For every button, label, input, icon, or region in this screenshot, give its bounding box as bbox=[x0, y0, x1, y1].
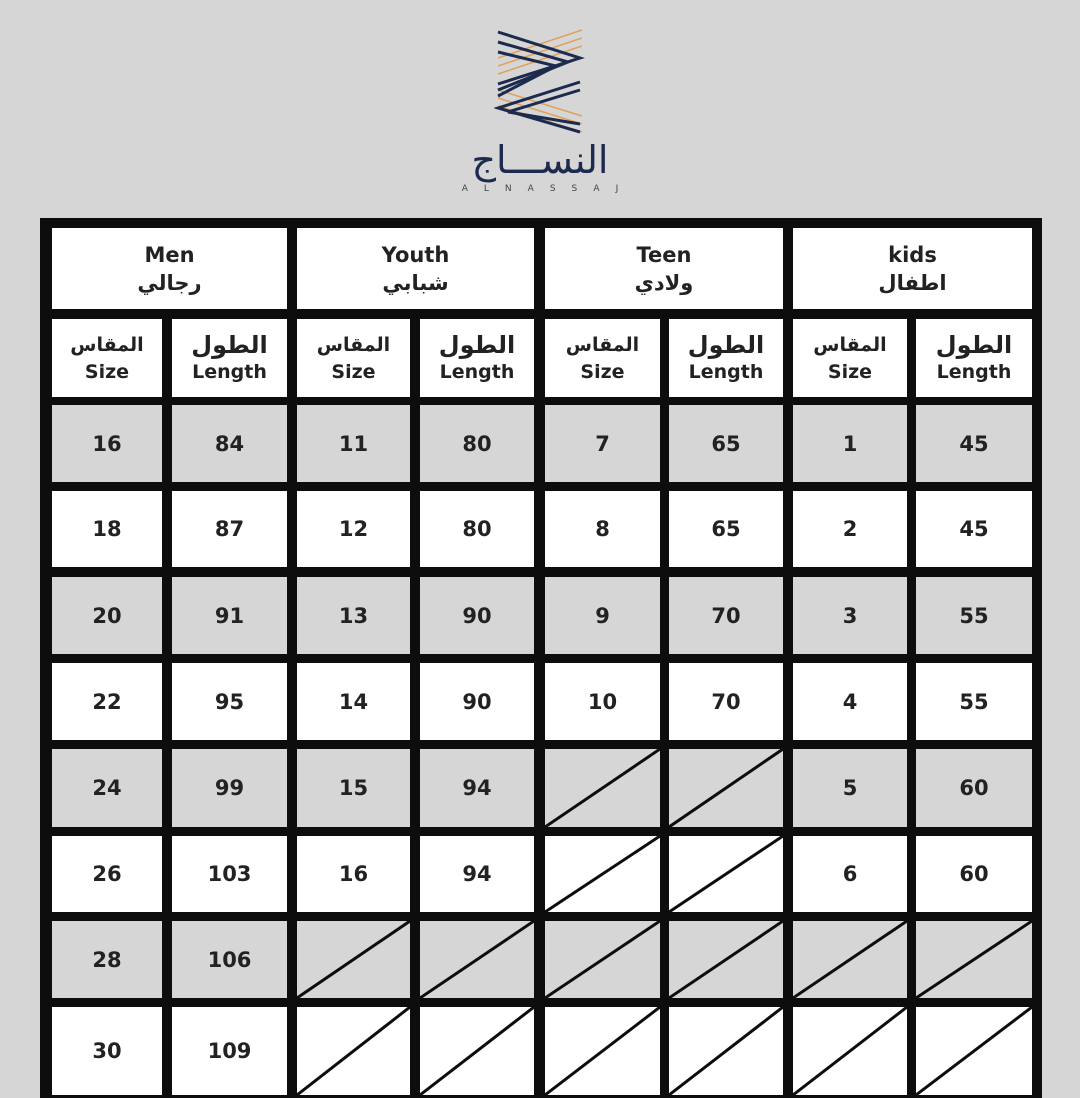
size-value: 16 bbox=[338, 862, 369, 886]
table-cell bbox=[297, 405, 410, 482]
empty-cell bbox=[545, 836, 660, 912]
length-label-en: Length bbox=[688, 361, 764, 383]
table-cell bbox=[52, 1007, 162, 1095]
length-value: 65 bbox=[711, 431, 741, 456]
size-label-ar: المقاس bbox=[565, 334, 640, 356]
table-cell bbox=[793, 836, 907, 912]
length-value: 94 bbox=[462, 862, 492, 886]
size-header bbox=[52, 319, 162, 397]
size-value: 16 bbox=[92, 431, 122, 456]
size-value: 24 bbox=[92, 776, 122, 800]
table-cell bbox=[793, 405, 907, 482]
size-value: 13 bbox=[338, 603, 369, 628]
table-cell bbox=[297, 749, 410, 827]
group-name-en: Teen bbox=[636, 242, 692, 267]
table-cell bbox=[172, 836, 287, 912]
group-name-en: Youth bbox=[381, 242, 450, 267]
diagonal-slash-icon bbox=[545, 836, 660, 912]
table-cell bbox=[545, 663, 660, 740]
empty-cell bbox=[297, 921, 410, 998]
size-value: 30 bbox=[92, 1039, 122, 1063]
size-value: 14 bbox=[338, 689, 369, 714]
diagonal-slash-icon bbox=[669, 921, 783, 998]
length-label-ar: الطول bbox=[438, 331, 516, 359]
diagonal-slash-icon bbox=[545, 749, 660, 827]
table-cell bbox=[172, 1007, 287, 1095]
table-cell bbox=[297, 663, 410, 740]
table-cell bbox=[916, 405, 1032, 482]
empty-cell bbox=[916, 921, 1032, 998]
length-value: 55 bbox=[959, 689, 989, 714]
empty-cell bbox=[916, 1007, 1032, 1095]
empty-cell bbox=[420, 1007, 534, 1095]
table-cell bbox=[52, 405, 162, 482]
size-value: 15 bbox=[338, 776, 369, 800]
length-value: 70 bbox=[711, 689, 741, 714]
table-cell bbox=[172, 491, 287, 567]
table-cell bbox=[793, 663, 907, 740]
size-label-en: Size bbox=[827, 361, 873, 383]
diagonal-slash-icon bbox=[420, 1007, 534, 1095]
length-label-en: Length bbox=[192, 361, 267, 383]
length-value: 60 bbox=[959, 776, 989, 800]
empty-cell bbox=[669, 749, 783, 827]
table-cell bbox=[172, 405, 287, 482]
length-label-ar: الطول bbox=[191, 331, 268, 359]
group-name-ar: ولادي bbox=[634, 270, 694, 295]
length-value: 94 bbox=[462, 776, 492, 800]
diagonal-slash-icon bbox=[793, 1007, 907, 1095]
table-cell bbox=[172, 577, 287, 654]
table-cell bbox=[52, 491, 162, 567]
table-cell bbox=[172, 921, 287, 998]
size-value: 3 bbox=[842, 603, 858, 628]
table-cell bbox=[793, 491, 907, 567]
size-value: 11 bbox=[338, 431, 369, 456]
diagonal-slash-icon bbox=[793, 921, 907, 998]
size-chart-table bbox=[40, 218, 1042, 1098]
size-header bbox=[297, 319, 410, 397]
length-label-en: Length bbox=[439, 361, 515, 383]
table-cell bbox=[52, 749, 162, 827]
group-header-men bbox=[52, 228, 287, 309]
table-cell bbox=[297, 836, 410, 912]
diagonal-slash-icon bbox=[916, 1007, 1032, 1095]
length-header bbox=[420, 319, 534, 397]
table-cell bbox=[420, 836, 534, 912]
table-cell bbox=[669, 663, 783, 740]
size-label-ar: المقاس bbox=[813, 334, 887, 356]
length-value: 45 bbox=[959, 517, 989, 541]
table-cell bbox=[52, 921, 162, 998]
size-label-en: Size bbox=[331, 361, 376, 383]
group-name-ar: رجالي bbox=[137, 270, 202, 295]
length-label-en: Length bbox=[936, 361, 1012, 383]
brand-arabic-name: النســـاج bbox=[471, 138, 609, 182]
table-cell bbox=[52, 836, 162, 912]
diagonal-slash-icon bbox=[545, 921, 660, 998]
diagonal-slash-icon bbox=[916, 921, 1032, 998]
group-name-en: Men bbox=[144, 242, 195, 267]
empty-cell bbox=[669, 836, 783, 912]
length-value: 60 bbox=[959, 862, 989, 886]
table-cell bbox=[916, 577, 1032, 654]
table-cell bbox=[669, 577, 783, 654]
table-cell bbox=[916, 491, 1032, 567]
size-value: 28 bbox=[92, 947, 122, 972]
table-cell bbox=[916, 836, 1032, 912]
length-header bbox=[669, 319, 783, 397]
table-cell bbox=[297, 577, 410, 654]
empty-cell bbox=[420, 921, 534, 998]
group-name-ar: شبابي bbox=[382, 270, 449, 295]
empty-cell bbox=[793, 1007, 907, 1095]
size-value: 18 bbox=[92, 517, 122, 541]
length-label-ar: الطول bbox=[935, 331, 1013, 359]
group-header-youth bbox=[297, 228, 534, 309]
empty-cell bbox=[545, 1007, 660, 1095]
length-value: 90 bbox=[462, 689, 492, 714]
length-value: 106 bbox=[207, 947, 252, 972]
length-value: 103 bbox=[207, 862, 252, 886]
table-cell bbox=[916, 663, 1032, 740]
table-cell bbox=[545, 491, 660, 567]
group-header-kids bbox=[793, 228, 1032, 309]
size-value: 8 bbox=[595, 517, 610, 541]
length-value: 65 bbox=[711, 517, 741, 541]
size-value: 20 bbox=[92, 603, 122, 628]
length-value: 45 bbox=[959, 431, 989, 456]
table-cell bbox=[172, 663, 287, 740]
group-name-ar: اطفال bbox=[878, 270, 947, 295]
table-cell bbox=[297, 491, 410, 567]
table-cell bbox=[916, 749, 1032, 827]
brand-latin-name: ALNASSAJ bbox=[461, 184, 635, 194]
empty-cell bbox=[545, 921, 660, 998]
size-value: 5 bbox=[842, 776, 858, 800]
table-cell bbox=[420, 405, 534, 482]
size-value: 2 bbox=[842, 517, 858, 541]
diagonal-slash-icon bbox=[420, 921, 534, 998]
size-value: 22 bbox=[92, 689, 122, 714]
size-label-en: Size bbox=[84, 361, 130, 383]
size-value: 10 bbox=[587, 689, 618, 714]
table-cell bbox=[545, 577, 660, 654]
length-value: 109 bbox=[207, 1039, 252, 1063]
size-label-ar: المقاس bbox=[70, 334, 144, 356]
table-cell bbox=[52, 577, 162, 654]
size-value: 9 bbox=[595, 603, 610, 628]
diagonal-slash-icon bbox=[669, 1007, 783, 1095]
brand-logo bbox=[0, 28, 1080, 194]
size-value: 26 bbox=[92, 862, 122, 886]
table-cell bbox=[793, 577, 907, 654]
size-value: 7 bbox=[595, 431, 610, 456]
diagonal-slash-icon bbox=[545, 1007, 660, 1095]
length-value: 55 bbox=[959, 603, 989, 628]
table-cell bbox=[420, 663, 534, 740]
table-cell bbox=[52, 663, 162, 740]
empty-cell bbox=[545, 749, 660, 827]
empty-cell bbox=[793, 921, 907, 998]
size-label-ar: المقاس bbox=[316, 334, 391, 356]
size-label-en: Size bbox=[580, 361, 625, 383]
table-cell bbox=[172, 749, 287, 827]
empty-cell bbox=[669, 1007, 783, 1095]
length-value: 95 bbox=[214, 689, 245, 714]
diagonal-slash-icon bbox=[297, 1007, 410, 1095]
empty-cell bbox=[669, 921, 783, 998]
table-cell bbox=[420, 577, 534, 654]
length-value: 80 bbox=[462, 517, 492, 541]
group-name-en: kids bbox=[888, 242, 937, 267]
length-value: 84 bbox=[214, 431, 245, 456]
size-header bbox=[793, 319, 907, 397]
length-header bbox=[916, 319, 1032, 397]
diagonal-slash-icon bbox=[669, 836, 783, 912]
group-header-teen bbox=[545, 228, 783, 309]
length-label-ar: الطول bbox=[687, 331, 765, 359]
size-value: 6 bbox=[842, 862, 858, 886]
size-header bbox=[545, 319, 660, 397]
table-cell bbox=[420, 491, 534, 567]
length-value: 70 bbox=[711, 603, 741, 628]
diagonal-slash-icon bbox=[669, 749, 783, 827]
size-value: 12 bbox=[338, 517, 369, 541]
empty-cell bbox=[297, 1007, 410, 1095]
size-value: 4 bbox=[842, 689, 858, 714]
table-cell bbox=[420, 749, 534, 827]
length-value: 90 bbox=[462, 603, 492, 628]
table-cell bbox=[669, 491, 783, 567]
diagonal-slash-icon bbox=[297, 921, 410, 998]
length-header bbox=[172, 319, 287, 397]
length-value: 80 bbox=[462, 431, 492, 456]
length-value: 99 bbox=[214, 776, 245, 800]
length-value: 87 bbox=[214, 517, 245, 541]
weave-logo-icon bbox=[494, 28, 586, 134]
table-cell bbox=[793, 749, 907, 827]
size-value: 1 bbox=[842, 431, 858, 456]
table-cell bbox=[669, 405, 783, 482]
table-cell bbox=[545, 405, 660, 482]
length-value: 91 bbox=[214, 603, 245, 628]
